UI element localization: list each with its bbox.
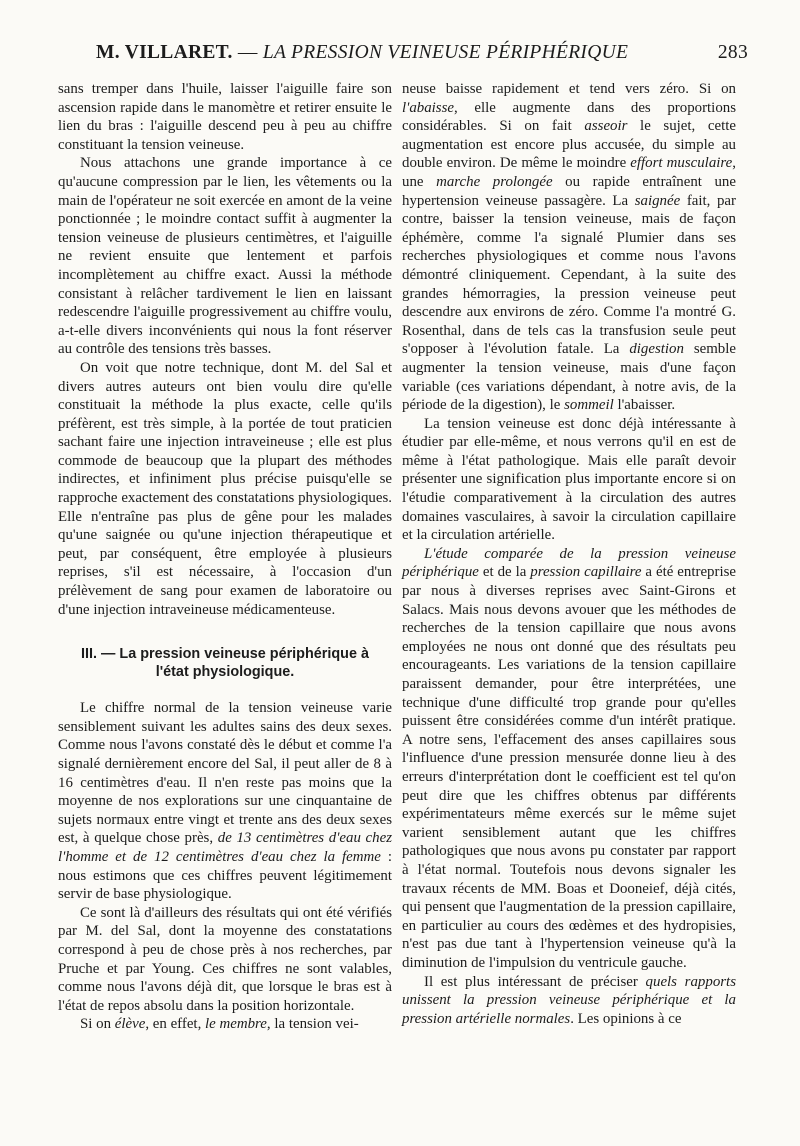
header-author: M. VILLARET. — [96, 42, 233, 63]
text-run: neuse baisse rapidement et tend vers zéro. Si on — [402, 81, 736, 97]
text-run: fait, par contre, baisser la tension veineuse, mais de façon éphémère, comme l'a signalé Plumier dans ses recherches physiologiques et comme nous l'avons démontré cliniquement. Cependant, à la suite des grandes hémorragies, la pression veineuse peut descendre aux environs de zéro. Comme l'a montré G. Rosenthal, dans de tels cas la transfusion seule peut s'opposer à l'évolution fatale. La — [402, 192, 736, 358]
text-run: Si on — [80, 1016, 115, 1033]
paragraph — [402, 973, 736, 1029]
header-title: LA PRESSION VEINEUSE PÉRIPHÉRIQUE — [262, 42, 629, 63]
text-run: , elle augmente dans des proportions considérables. Si on fait — [402, 99, 736, 135]
emphasis: de 13 centimètres d'eau chez l'homme et de 12 centimètres d'eau chez la femme — [58, 830, 393, 865]
emphasis: quels rapports unissent la pression veineuse périphérique et la pression artérielle normales — [402, 973, 736, 1027]
paragraph: La tension veineuse est donc déjà intéressante à étudier par elle-même, et nous verrons qu'il en est de même à l'état pathologique. Mais elle paraît devoir présenter une signification plus importante encore si on l'étudie comparativement à la circulation des autres domaines vasculaires, à savoir la circulation capillaire et la circulation artérielle. — [402, 415, 736, 544]
emphasis: effort musculaire — [630, 155, 733, 172]
text-run: , la tension vei- — [266, 1016, 359, 1033]
text-run: , en effet, — [145, 1016, 206, 1033]
text-run: le sujet, cette augmentation est encore plus accusée, du simple au double environ. De même le moindre — [402, 118, 736, 172]
emphasis: l'abaisse — [402, 99, 454, 116]
emphasis: le membre — [205, 1016, 267, 1033]
header-dash: — — [232, 42, 263, 63]
text-run: Le chiffre normal de la tension veineuse varie sensiblement suivant les adultes sains des deux sexes. Comme nous l'avons constaté dès le début et comme l'a signalé dernièrement encore del Sal, il peut aller de 8 à 16 centimètres d'eau. Il n'en reste pas moins que la moyenne de nos explorations sur une cinquantaine de sujets normaux entre vingt et trente ans des deux sexes est, à quelque chose près, — [58, 700, 392, 847]
paragraph: On voit que notre technique, dont M. del Sal et divers autres auteurs ont bien voulu dire qu'elle constituait la méthode la plus exacte, celle qu'ils préfèrent, est très simple, à la portée de tout praticien sachant faire une injection intraveineuse ; elle est plus commode de beaucoup que la plupart des méthodes indirectes, et infiniment plus précise puisqu'elle se rapproche exactement des constatations physiologiques. Elle n'entraîne pas plus de gêne pour les malades qu'une saignée ou qu'une injection thérapeutique et peut, par conséquent, être employée à plusieurs reprises, s'il est nécessaire, à l'occasion d'un prélèvement de sang pour examen de laboratoire ou d'une injection intraveineuse médicamenteuse. — [58, 359, 392, 618]
text-run: Il est plus intéressant de préciser — [424, 973, 646, 990]
left-column — [58, 80, 392, 1034]
section-heading — [66, 645, 384, 681]
running-title — [96, 42, 628, 64]
text-run: ou rapide entraînent une hypertension veineuse passagère. La — [402, 173, 736, 209]
right-column — [402, 80, 736, 1028]
emphasis: pression capillaire — [530, 564, 642, 581]
paragraph — [402, 80, 736, 415]
paragraph: sans tremper dans l'huile, laisser l'aiguille faire son ascension rapide dans le manomètre et retirer ensuite le lien du bras : l'aiguille descend peu à peu au chiffre constituant la tension veineuse. — [58, 81, 392, 153]
emphasis: élève — [114, 1016, 146, 1033]
emphasis: digestion — [629, 341, 684, 358]
text-run: et de la — [478, 564, 531, 581]
text-run: : nous estimons que ces chiffres peuvent légitimement servir de base physiologique. — [58, 848, 392, 903]
text-run: , une — [402, 155, 736, 190]
emphasis: marche prolongée — [436, 173, 553, 190]
emphasis: saignée — [634, 192, 681, 209]
paragraph — [58, 699, 392, 904]
emphasis: asseoir — [584, 118, 628, 135]
paragraph — [58, 1015, 392, 1034]
emphasis: L'étude comparée de la pression veineuse périphérique — [402, 545, 736, 581]
paragraph: Nous attachons une grande importance à ce qu'aucune compression par le lien, les vêtements ou la main de l'opérateur ne soit exercée en amont de la veine ponctionnée ; le moindre contact suffit à augmenter la tension veineuse de plusieurs centimètres, et l'aiguille ne revient ensuite que lentement et parfois incomplètement au chiffre exact. Aussi la méthode consistant à relâcher tardivement le lien en laissant redescendre l'aiguille progressivement au chiffre voulu, a-t-elle divers inconvénients qui nous la font réserver au contrôle des tensions très basses. — [58, 155, 392, 358]
text-run: . Les opinions à ce — [570, 1010, 682, 1027]
text-run: l'abaisser. — [613, 397, 676, 414]
section-heading-line2: l'état physiologique. — [155, 664, 295, 681]
section-heading-line1: III. — La pression veineuse périphérique à — [81, 646, 369, 663]
paragraph — [402, 545, 736, 973]
emphasis: sommeil — [564, 397, 614, 414]
text-run: a été entreprise par nous à diverses reprises avec Saint-Girons et Salacs. Mais nous devons avouer que les méthodes de recherches de la tension capillaire que nous avons employées ne nous ont donné que des résultats peu encourageants. Les variations de la tension capillaire paraissent demander, pour être interprétées, une technique d'une difficulté trop grande pour qu'elles puissent être considérées comme d'un intérêt pratique. A notre sens, l'effacement des anses capillaires sous l'influence d'une pression mensurée donne lieu à des erreurs d'interprétation dont le coefficient est tel qu'on peut dire que les chiffres obtenus par différents expérimentateurs même exercés sur le même sujet varient sensiblement autant que les chiffres pathologiques que nous avons pu constater par rapport à l'état normal. Toutefois nous devons signaler les travaux récents de MM. Boas et Dooneief, déjà cités, qui pensent que l'augmentation de la pression capillaire, en particulier au cours des œdèmes et des hydropisies, n'est pas due tant à l'hypertension veineuse qu'à la diminution de l'impulsion du ventricule gauche. — [402, 564, 736, 971]
paragraph: Ce sont là d'ailleurs des résultats qui ont été vérifiés par M. del Sal, dont la moyenne des constatations correspond à peu de chose près à nos recherches, par Pruche et par Young. Ces chiffres ne sont valables, comme nous l'avons déjà dit, que lorsque le bras est à l'état de repos absolu dans la position horizontale. — [58, 904, 392, 1014]
text-run: semble augmenter la tension veineuse, mais d'une façon variable (ces variations dépendant, à notre avis, de la période de la digestion), le — [402, 341, 737, 414]
running-header — [58, 38, 748, 72]
page-number: 283 — [717, 42, 748, 63]
